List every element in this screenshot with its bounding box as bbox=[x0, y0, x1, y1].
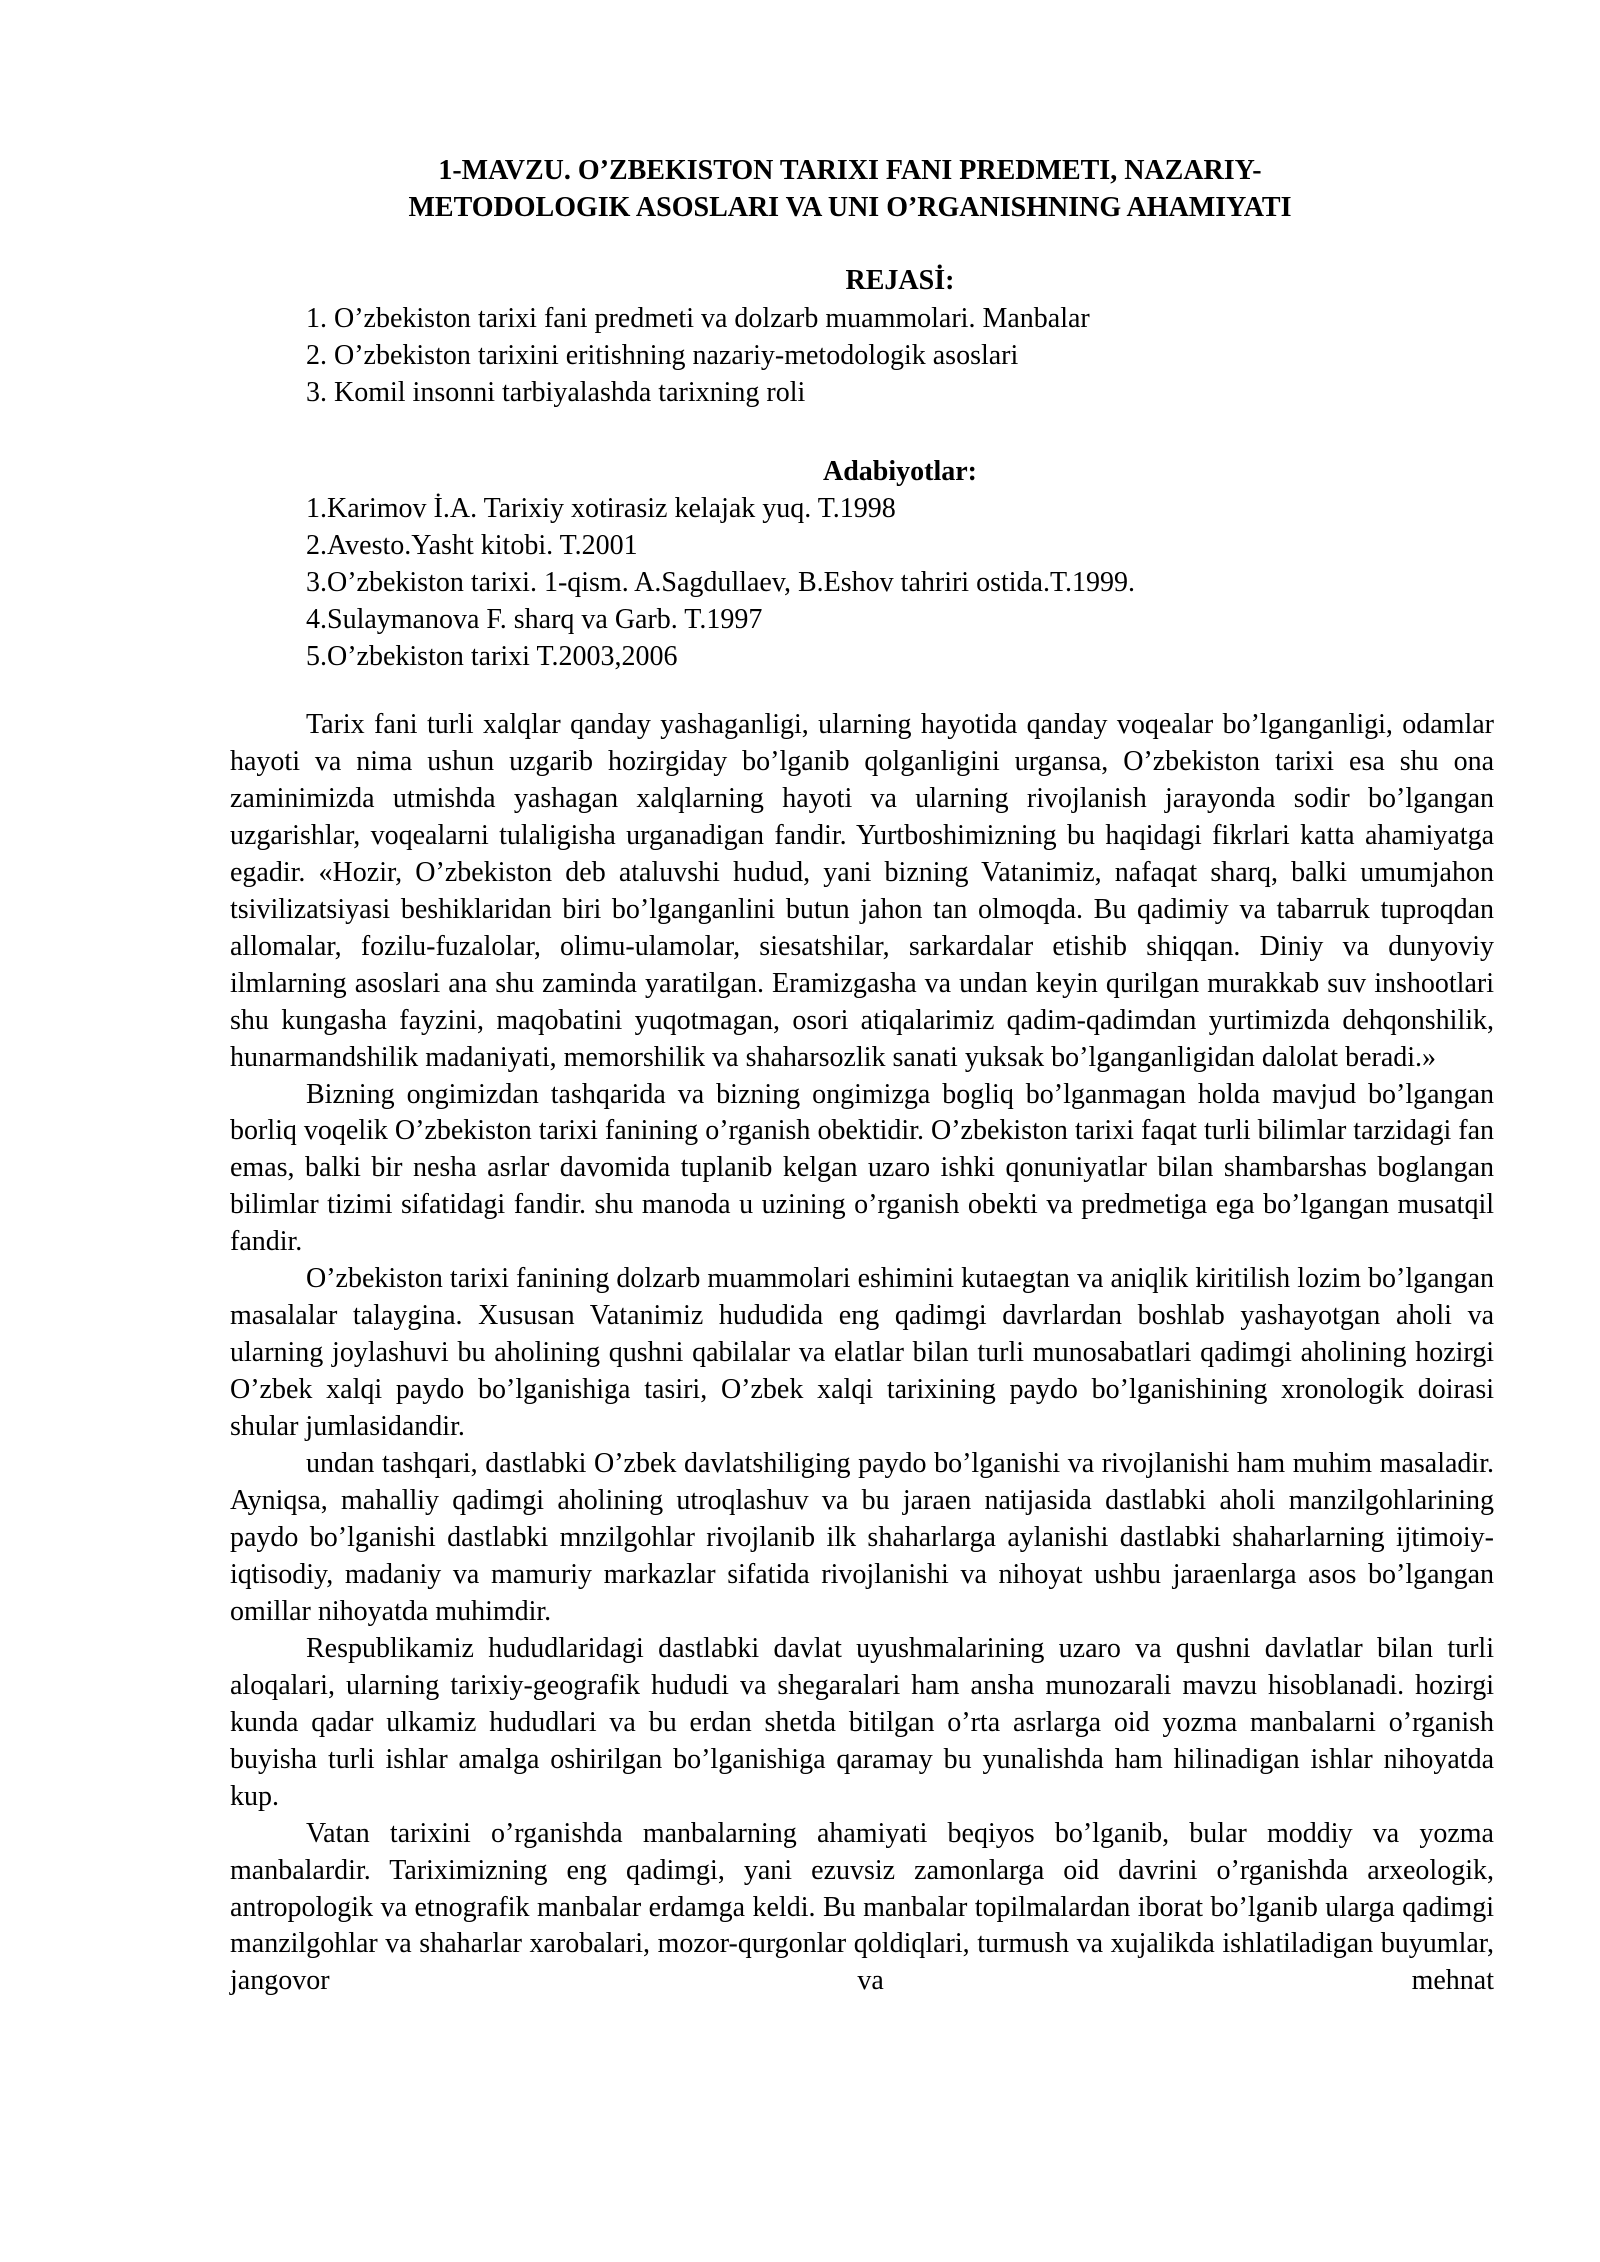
body-paragraph: Respublikamiz hududlaridagi dastlabki davlat uyushmalarining uzaro va qushni davlatlar bilan turli aloqalari, ularning tarixiy-geografik hududi va shegaralari ham ansha munozarali mavzu hisoblanadi. hozirgi kunda qadar ulkamiz hududlari va bu erdan shetda bitilgan o’rta asrlarga oid yozma manbalarni o’rganish buyisha turli ishlar amalga oshirilgan bo’lganishiga qaramay bu yunalishda ham hilinadigan ishlar nihoyatda kup. bbox=[230, 1632, 1494, 1812]
document-title bbox=[300, 152, 1400, 226]
literature-list bbox=[306, 490, 1135, 675]
plan-item: 1. O’zbekiston tarixi fani predmeti va dolzarb muammolari. Manbalar bbox=[306, 303, 1090, 334]
literature-item: 5.O’zbekiston tarixi T.2003,2006 bbox=[306, 641, 678, 672]
literature-item: 3.O’zbekiston tarixi. 1-qism. A.Sagdullaev, B.Eshov tahriri ostida.T.1999. bbox=[306, 567, 1135, 598]
plan-item: 2. O’zbekiston tarixini eritishning nazariy-metodologik asoslari bbox=[306, 340, 1019, 371]
body-paragraph: undan tashqari, dastlabki O’zbek davlatshiliging paydo bo’lganishi va rivojlanishi ham muhim masaladir. Ayniqsa, mahalliy qadimgi aholining utroqlashuv va bu jaraen natijasida dastlabki aholi manzilgohlarining paydo bo’lganishi dastlabki mnzilgohlar rivojlanib ilk shaharlarga aylanishi dastlabki shaharlarning ijtimoiy-iqtisodiy, madaniy va mamuriy markazlar sifatida rivojlanishi va nihoyat ushbu jaraenlarga asos bo’lgangan omillar nihoyatda muhimdir. bbox=[230, 1448, 1494, 1627]
body-paragraph: Bizning ongimizdan tashqarida va bizning ongimizga bogliq bo’lganmagan holda mavjud bo’lgangan borliq voqelik O’zbekiston tarixi fanining o’rganish obektidir. O’zbekiston tarixi faqat turli bilimlar tarzidagi fan emas, balki bir nesha asrlar davomida tuplanib kelgan uzaro ishki qonuniyatlar bilan shambarshas boglangan bilimlar tizimi sifatidagi fandir. shu manoda u uzining o’rganish obekti va predmetiga ega bo’lgangan musatqil fandir. bbox=[230, 1078, 1494, 1258]
body-text bbox=[230, 707, 1494, 2000]
plan-heading: REJASİ: bbox=[845, 265, 955, 296]
literature-item: 2.Avesto.Yasht kitobi. T.2001 bbox=[306, 530, 638, 561]
literature-item: 4.Sulaymanova F. sharq va Garb. T.1997 bbox=[306, 604, 763, 635]
literature-heading: Adabiyotlar: bbox=[823, 456, 977, 487]
body-paragraph: Vatan tarixini o’rganishda manbalarning ahamiyati beqiyos bo’lganib, bular moddiy va yozma manbalardir. Tariximizning eng qadimgi, yani ezuvsiz zamonlarga oid davrini o’rganishda arxeologik, antropologik va etnografik manbalar erdamga keldi. Bu manbalar topilmalardan iborat bo’lganib ularga qadimgi manzilgohlar va shaharlar xarobalari, mozor-qurgonlar qoldiqlari, turmush va xujalikda ishlatiladigan buyumlar, jangovor va mehnat bbox=[230, 1817, 1494, 1997]
body-paragraph: Tarix fani turli xalqlar qanday yashaganligi, ularning hayotida qanday voqealar bo’lganganligi, odamlar hayoti va nima ushun uzgarib hozirgiday bo’lganib qolganligini urgansa, O’zbekiston tarixi esa shu ona zaminimizda utmishda yashagan xalqlarning hayoti va ularning rivojlanish jarayonda sodir bo’lgangan uzgarishlar, voqealarni tulaligisha urganadigan fandir. Yurtboshimizning bu haqidagi fikrlari katta ahamiyatga egadir. «Hozir, O’zbekiston deb ataluvshi hudud, yani bizning Vatanimiz, nafaqat sharq, balki umumjahon tsivilizatsiyasi beshiklaridan biri bo’lganganlini butun jahon tan olmoqda. Bu qadimiy va tabarruk tuproqdan allomalar, fozilu-fuzalolar, olimu-ulamolar, siesatshilar, sarkardalar etishib shiqqan. Diniy va dunyoviy ilmlarning asoslari ana shu zaminda yaratilgan. Eramizgasha va undan keyin qurilgan murakkab suv inshootlari shu kungasha fayzini, maqobatini yuqotmagan, osori atiqalarimiz qadim-qadimdan yurtimizda dehqonshilik, hunarmandshilik madaniyati, memorshilik va shaharsozlik sanati yuksak bo’lganganligidan dalolat beradi.» bbox=[230, 709, 1494, 1073]
title-line-2: METODOLOGIK ASOSLARI VA UNI O’RGANISHNING AHAMIYATI bbox=[408, 192, 1292, 223]
plan-list bbox=[306, 300, 1090, 411]
plan-item: 3. Komil insonni tarbiyalashda tarixning roli bbox=[306, 377, 806, 408]
literature-item: 1.Karimov İ.A. Tarixiy xotirasiz kelajak yuq. T.1998 bbox=[306, 493, 896, 524]
title-line-1: 1-MAVZU. O’ZBEKISTON TARIXI FANI PREDMETI, NAZARIY- bbox=[438, 155, 1262, 186]
body-paragraph: O’zbekiston tarixi fanining dolzarb muammolari eshimini kutaegtan va aniqlik kiritilish lozim bo’lgangan masalalar talaygina. Xususan Vatanimiz hududida eng qadimgi davrlardan boshlab yashayotgan aholi va ularning joylashuvi bu aholining qushni qabilalar va elatlar bilan turli munosabatlari qadimgi aholining hozirgi O’zbek xalqi paydo bo’lganishiga tasiri, O’zbek xalqi tarixining paydo bo’lganishining xronologik doirasi shular jumlasidandir. bbox=[230, 1263, 1494, 1443]
